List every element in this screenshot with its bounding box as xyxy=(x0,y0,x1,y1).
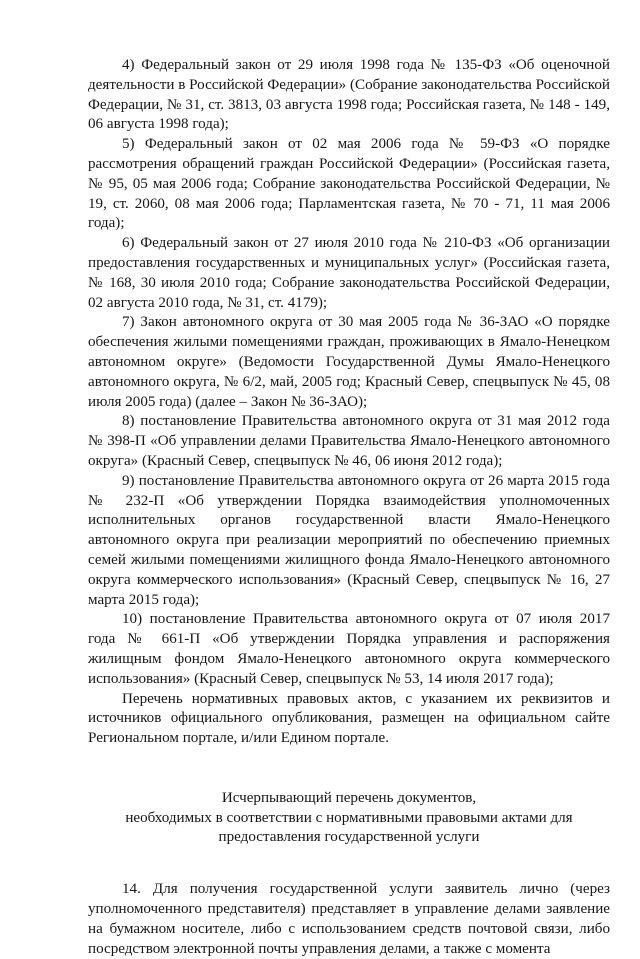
publication-note: Перечень нормативных правовых актов, с указанием их реквизитов и источников официального опубликования, размещен на официальном сайте Региональном портале, и/или Едином портале. xyxy=(88,690,610,747)
section-heading-line-1: Исчерпывающий перечень документов, xyxy=(221,789,477,806)
list-item-5: 5) Федеральный закон от 02 мая 2006 года № 59-ФЗ «О порядке рассмотрения обращений граждан Российской Федерации» (Российская газета, № 95, 05 мая 2006 года; Собрание законодательства Российской Федерации, № 19, ст. 2060, 08 мая 2006 года; Парламентская газета, № 70 - 71, 11 мая 2006 года); xyxy=(88,136,610,232)
section-heading-line-3: предоставления государственной услуги xyxy=(218,829,480,846)
list-item-7: 7) Закон автономного округа от 30 мая 2005 года № 36-ЗАО «О порядке обеспечения жилыми помещениями граждан, проживающих в Ямало-Ненецком автономном округе» (Ведомости Государственной Думы Ямало-Ненецкого автономного округа, № 6/2, май, 2005 год; Красный Север, спецвыпуск № 45, 08 июля 2005 года) (далее – Закон № 36-ЗАО); xyxy=(88,314,610,410)
list-item-8: 8) постановление Правительства автономного округа от 31 мая 2012 года № 398-П «Об управлении делами Правительства Ямало-Ненецкого автономного округа» (Красный Север, спецвыпуск № 46, 06 июня 2012 года); xyxy=(88,413,610,469)
list-item-9: 9) постановление Правительства автономного округа от 26 марта 2015 года № 232-П «Об утверждении Порядка взаимодействия уполномоченных исполнительных органов государственной власти Ямало-Ненецкого автономного округа при реализации мероприятий по обеспечению приемных семей жилыми помещениями жилищного фонда Ямало-Ненецкого автономного округа коммерческого использования» (Красный Север, спецвыпуск № 16, 27 марта 2015 года); xyxy=(88,472,610,608)
list-item-10: 10) постановление Правительства автономного округа от 07 июля 2017 года № 661-П «Об утверждении Порядка управления и распоряжения жилищным фондом Ямало-Ненецкого автономного округа коммерческого использования» (Красный Север, спецвыпуск № 53, 14 июля 2017 года); xyxy=(88,611,610,687)
section-heading xyxy=(88,789,610,848)
paragraph-14: 14. Для получения государственной услуги заявитель лично (через уполномоченного представителя) представляет в управление делами заявление на бумажном носителе, либо с использованием средств почтовой связи, либо посредством электронной почты управления делами, а также с момента xyxy=(88,881,610,957)
list-item-4: 4) Федеральный закон от 29 июля 1998 года № 135-ФЗ «Об оценочной деятельности в Российской Федерации» (Собрание законодательства Российской Федерации, № 31, ст. 3813, 03 августа 1998 года; Российская газета, № 148 - 149, 06 августа 1998 года); xyxy=(88,57,610,133)
section-heading-line-2: необходимых в соответствии с нормативными правовыми актами для xyxy=(125,809,573,826)
list-item-6: 6) Федеральный закон от 27 июля 2010 года № 210-ФЗ «Об организации предоставления государственных и муниципальных услуг» (Российская газета, № 168, 30 июля 2010 года; Собрание законодательства Российской Федерации, 02 августа 2010 года, № 31, ст. 4179); xyxy=(88,235,610,311)
